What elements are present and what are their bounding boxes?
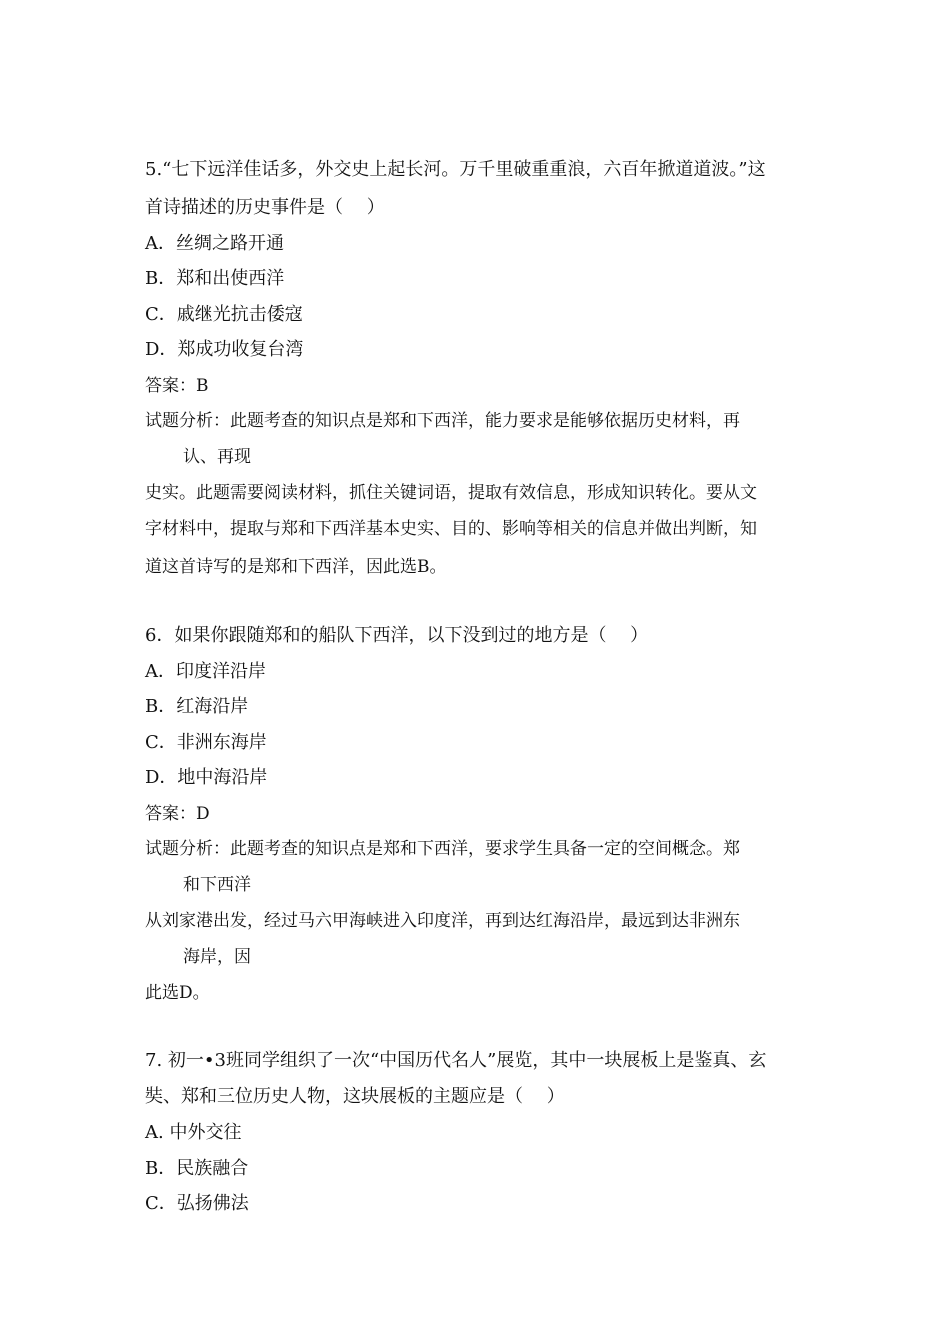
question-5-stem-line-1: 5.“七下远洋佳话多，外交史上起长河。万千里破重重浪，六百年掀道道波。”这 bbox=[145, 159, 766, 180]
question-5-stem-line-2: 首诗描述的历史事件是（ ） bbox=[145, 197, 385, 218]
question-7-stem-line-2: 奘、郑和三位历史人物，这块展板的主题应是（ ） bbox=[145, 1086, 565, 1107]
question-7-option-c: C．弘扬佛法 bbox=[145, 1193, 249, 1214]
question-6-analysis-line-2: 和下西洋 bbox=[183, 875, 251, 895]
question-5-analysis-line-4: 字材料中，提取与郑和下西洋基本史实、目的、影响等相关的信息并做出判断，知 bbox=[145, 519, 757, 539]
question-5-option-a: A．丝绸之路开通 bbox=[145, 233, 284, 254]
question-7-option-b: B．民族融合 bbox=[145, 1158, 249, 1179]
question-5-analysis-line-3: 史实。此题需要阅读材料，抓住关键词语，提取有效信息，形成知识转化。要从文 bbox=[145, 483, 757, 503]
question-6-option-b: B．红海沿岸 bbox=[145, 696, 249, 717]
question-6-analysis-line-5: 此选D。 bbox=[145, 983, 210, 1003]
question-6-option-c: C．非洲东海岸 bbox=[145, 732, 267, 753]
question-6-analysis-line-4: 海岸，因 bbox=[183, 947, 251, 967]
question-6-analysis-line-1: 试题分析：此题考查的知识点是郑和下西洋，要求学生具备一定的空间概念。郑 bbox=[145, 839, 740, 859]
question-7-option-a: A. 中外交往 bbox=[145, 1122, 242, 1143]
question-6-option-d: D．地中海沿岸 bbox=[145, 767, 268, 788]
question-7-stem-line-1: 7. 初一•3班同学组织了一次“中国历代名人”展览，其中一块展板上是鉴真、玄 bbox=[145, 1050, 767, 1071]
question-5-option-d: D．郑成功收复台湾 bbox=[145, 339, 304, 360]
question-6-analysis-line-3: 从刘家港出发，经过马六甲海峡进入印度洋，再到达红海沿岸，最远到达非洲东 bbox=[145, 911, 740, 931]
question-5-analysis-line-2: 认、再现 bbox=[183, 447, 251, 467]
question-6-stem-line-1: 6．如果你跟随郑和的船队下西洋，以下没到过的地方是（ ） bbox=[145, 625, 649, 646]
question-5-option-b: B．郑和出使西洋 bbox=[145, 268, 285, 289]
question-5-analysis-line-1: 试题分析：此题考查的知识点是郑和下西洋，能力要求是能够依据历史材料，再 bbox=[145, 411, 740, 431]
question-5-option-c: C．戚继光抗击倭寇 bbox=[145, 304, 303, 325]
question-6-option-a: A．印度洋沿岸 bbox=[145, 661, 266, 682]
question-6-answer: 答案：D bbox=[145, 804, 210, 824]
question-5-analysis-line-5: 道这首诗写的是郑和下西洋，因此选B。 bbox=[145, 557, 447, 577]
question-5-answer: 答案：B bbox=[145, 376, 209, 396]
